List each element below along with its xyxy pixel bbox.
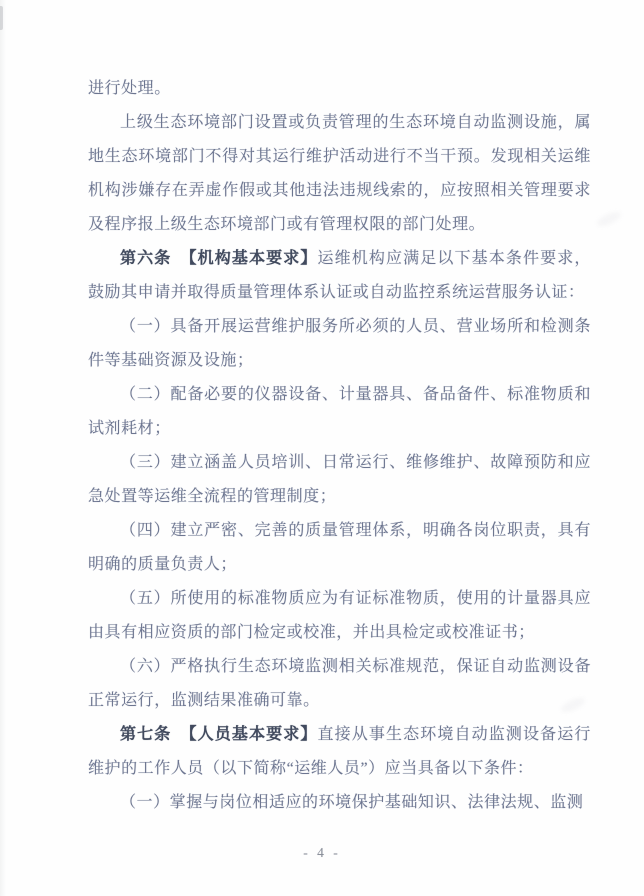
paragraph [88, 650, 591, 718]
paragraph [88, 514, 591, 582]
paragraph-text: 运维机构应满足以下基本条件要求，鼓励其申请并取得质量管理体系认证或自动监控系统运营服务认证： [88, 250, 591, 301]
paragraph [88, 72, 591, 106]
paragraph [88, 582, 591, 650]
paragraph-text: 上级生态环境部门设置或负责管理的生态环境自动监测设施，属地生态环境部门不得对其运行维护活动进行不当干预。发现相关运维机构涉嫌存在弄虚作假或其他违法违规线索的，应按照相关管理要求及程序报上级生态环境部门或有管理权限的部门处理。 [88, 114, 591, 233]
paragraph [88, 446, 591, 514]
paragraph-text: （五）所使用的标准物质应为有证标准物质，使用的计量器具应由具有相应资质的部门检定或校准，并出具检定或校准证书； [88, 590, 591, 641]
paragraph-text: （一）具备开展运营维护服务所必须的人员、营业场所和检测条件等基础资源及设施； [88, 318, 591, 369]
paragraph-text: 进行处理。 [88, 80, 171, 97]
article-heading: 第七条 【人员基本要求】 [120, 726, 318, 743]
scan-edge-shadow [0, 0, 6, 896]
paragraph [88, 242, 591, 310]
paragraph-text: （三）建立涵盖人员培训、日常运行、维修维护、故障预防和应急处置等运维全流程的管理制度； [88, 454, 591, 505]
paragraph [88, 378, 591, 446]
paragraph-text: （六）严格执行生态环境监测相关标准规范，保证自动监测设备正常运行，监测结果准确可靠。 [88, 658, 591, 709]
paragraph-text: 直接从事生态环境自动监测设备运行维护的工作人员（以下简称“运维人员”）应当具备以下条件： [88, 726, 591, 777]
document-body [88, 72, 591, 820]
paragraph [88, 106, 591, 242]
paragraph-text: （一）掌握与岗位相适应的环境保护基础知识、法律法规、监测 [120, 794, 584, 811]
paragraph [88, 310, 591, 378]
paragraph-text: （四）建立严密、完善的质量管理体系，明确各岗位职责，具有明确的质量负责人； [88, 522, 591, 573]
paragraph [88, 718, 591, 786]
scan-artifact [0, 6, 3, 30]
article-heading: 第六条 【机构基本要求】 [120, 250, 318, 267]
paragraph [88, 786, 591, 820]
scan-artifact [595, 209, 623, 229]
page-number: - 4 - [303, 845, 341, 860]
paragraph-text: （二）配备必要的仪器设备、计量器具、备品备件、标准物质和试剂耗材； [88, 386, 591, 437]
